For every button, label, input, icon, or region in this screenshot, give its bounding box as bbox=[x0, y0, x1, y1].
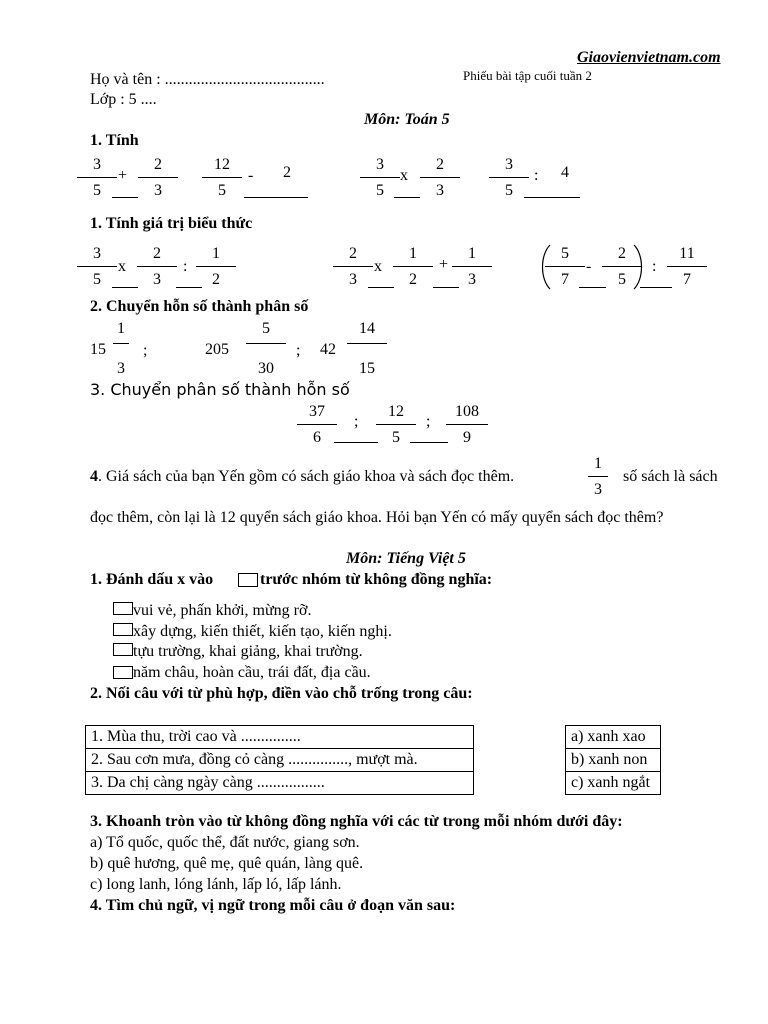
viet-subject-title: Môn: Tiếng Việt 5 bbox=[346, 550, 466, 567]
ex1-item2-op: - bbox=[248, 167, 254, 184]
math-ex1b-heading: 1. Tính giá trị biểu thức bbox=[90, 215, 253, 232]
viet-ex3-line: a) Tổ quốc, quốc thể, đất nước, giang sơn. bbox=[90, 834, 360, 851]
option-checkbox[interactable] bbox=[113, 643, 133, 656]
site-name[interactable]: Giaovienvietnam.com bbox=[577, 49, 721, 66]
ex1b-expr2-frac2: 1 2 bbox=[393, 246, 433, 288]
ex1b-expr3-frac2: 2 5 bbox=[602, 246, 642, 288]
option-checkbox[interactable] bbox=[113, 666, 133, 679]
viet-ex4-heading: 4. Tìm chủ ngữ, vị ngữ trong mỗi câu ở đoạn văn sau: bbox=[90, 897, 456, 914]
ex1b-expr3-op1: - bbox=[586, 258, 592, 275]
sentences-table bbox=[85, 725, 474, 795]
table-row bbox=[86, 772, 474, 795]
table-cell: b) xanh non bbox=[566, 749, 661, 772]
table-row bbox=[566, 772, 661, 795]
ex1-item2-whole: 2 bbox=[283, 164, 291, 181]
ex1b-expr1-frac2: 2 3 bbox=[137, 246, 177, 288]
viet-ex2-heading: 2. Nối câu với từ phù hợp, điền vào chỗ trống trong câu: bbox=[90, 685, 473, 702]
ex3-f2: 12 5 bbox=[376, 404, 416, 446]
option-text: xây dựng, kiến thiết, kiến tạo, kiến nghị. bbox=[133, 623, 392, 640]
ex2-m2-whole: 205 bbox=[205, 341, 229, 358]
ex1b-expr1-frac1: 3 5 bbox=[77, 246, 117, 288]
table-cell: 3. Da chị càng ngày càng ................. bbox=[86, 772, 474, 795]
name-line: Họ và tên : ........................................ bbox=[90, 71, 325, 88]
ex1b-expr1-frac3: 1 2 bbox=[196, 246, 236, 288]
ex2-sep2: ; bbox=[296, 342, 301, 359]
math-ex3-heading: 3. Chuyển phân số thành hỗn số bbox=[90, 380, 350, 399]
answer-line bbox=[244, 197, 308, 198]
ex1-item4-whole: 4 bbox=[561, 164, 569, 181]
answer-line bbox=[433, 287, 459, 288]
option-checkbox[interactable] bbox=[113, 602, 133, 615]
ex1-item2-frac1: 12 5 bbox=[202, 157, 242, 199]
answer-line bbox=[368, 287, 394, 288]
ex1-item1-frac1: 3 5 bbox=[77, 157, 117, 199]
answer-line bbox=[176, 287, 202, 288]
ex1-item4-op: : bbox=[534, 167, 539, 184]
answer-line bbox=[410, 442, 448, 443]
ex2-m3-whole: 42 bbox=[320, 341, 336, 358]
ex4-frac: 1 3 bbox=[578, 456, 618, 498]
math-ex4-text3: đọc thêm, còn lại là 12 quyển sách giáo khoa. Hỏi bạn Yến có mấy quyển sách đọc thêm? bbox=[90, 509, 664, 526]
ex1b-expr3-frac3: 11 7 bbox=[667, 246, 707, 288]
table-cell: 2. Sau cơn mưa, đồng cỏ càng ..............., mượt mà. bbox=[86, 749, 474, 772]
answer-line bbox=[112, 197, 138, 198]
math-ex1-heading: 1. Tính bbox=[90, 132, 139, 149]
viet-ex3-heading: 3. Khoanh tròn vào từ không đồng nghĩa với các từ trong mỗi nhóm dưới đây: bbox=[90, 813, 623, 830]
sheet-title: Phiếu bài tập cuối tuần 2 bbox=[463, 68, 592, 83]
table-cell: c) xanh ngắt bbox=[566, 772, 661, 795]
right-paren bbox=[632, 243, 646, 291]
math-ex2-heading: 2. Chuyển hỗn số thành phân số bbox=[90, 298, 309, 315]
table-row bbox=[566, 749, 661, 772]
ex1-item1-frac2: 2 3 bbox=[138, 157, 178, 199]
math-ex4-text1: 4. Giá sách của bạn Yến gồm có sách giáo khoa và sách đọc thêm. bbox=[90, 468, 515, 485]
ex1-item3-frac2: 2 3 bbox=[420, 157, 460, 199]
table-cell: 1. Mùa thu, trời cao và ............... bbox=[86, 726, 474, 749]
ex2-m1-frac: 1 3 bbox=[101, 321, 141, 377]
table-row bbox=[86, 749, 474, 772]
math-ex4-text2: số sách là sách bbox=[623, 468, 718, 485]
ex2-m1-whole: 15 bbox=[90, 341, 106, 358]
answer-line bbox=[394, 197, 420, 198]
viet-ex3-line: c) long lanh, lóng lánh, lấp ló, lấp lánh. bbox=[90, 876, 342, 893]
ex1b-expr1-op2: : bbox=[183, 258, 188, 275]
ex2-sep1: ; bbox=[143, 342, 148, 359]
words-table bbox=[565, 725, 661, 795]
viet-ex3-line: b) quê hương, quê mẹ, quê quán, làng quê. bbox=[90, 855, 364, 872]
answer-line bbox=[334, 442, 378, 443]
ex1-item3-op: x bbox=[400, 167, 408, 184]
ex3-f3: 108 9 bbox=[446, 404, 488, 446]
table-row bbox=[566, 726, 661, 749]
option-text: năm châu, hoàn cầu, trái đất, địa cầu. bbox=[133, 664, 371, 681]
table-cell: a) xanh xao bbox=[566, 726, 661, 749]
class-line: Lớp : 5 .... bbox=[90, 91, 157, 108]
ex3-f1: 37 6 bbox=[297, 404, 337, 446]
answer-line bbox=[640, 287, 672, 288]
ex3-sep2: ; bbox=[426, 413, 431, 430]
ex2-m2-frac: 5 30 bbox=[246, 321, 286, 377]
ex1b-expr1-op1: x bbox=[118, 258, 126, 275]
math-subject-title: Môn: Toán 5 bbox=[364, 111, 450, 128]
ex1b-expr3-op2: : bbox=[652, 258, 657, 275]
answer-line bbox=[112, 287, 138, 288]
option-text: vui vẻ, phấn khởi, mừng rỡ. bbox=[133, 602, 312, 619]
viet-ex1-heading-b: trước nhóm từ không đồng nghĩa: bbox=[260, 571, 493, 588]
ex1-item1-op: + bbox=[118, 167, 128, 184]
ex1b-expr2-frac3: 1 3 bbox=[452, 246, 492, 288]
table-row bbox=[86, 726, 474, 749]
ex1b-expr3-frac1: 5 7 bbox=[545, 246, 585, 288]
ex1b-expr2-op2: + bbox=[439, 256, 449, 273]
ex1b-expr2-frac1: 2 3 bbox=[333, 246, 373, 288]
viet-ex1-heading-a: 1. Đánh dấu x vào bbox=[90, 571, 214, 588]
option-checkbox[interactable] bbox=[113, 623, 133, 636]
ex3-sep1: ; bbox=[354, 413, 359, 430]
ex1b-expr2-op1: x bbox=[374, 258, 382, 275]
ex1-item4-frac1: 3 5 bbox=[489, 157, 529, 199]
sample-checkbox bbox=[238, 573, 258, 587]
answer-line bbox=[579, 287, 606, 288]
ex2-m3-frac: 14 15 bbox=[347, 321, 387, 377]
option-text: tựu trường, khai giảng, khai trường. bbox=[133, 643, 363, 660]
ex1-item3-frac1: 3 5 bbox=[360, 157, 400, 199]
answer-line bbox=[524, 197, 580, 198]
